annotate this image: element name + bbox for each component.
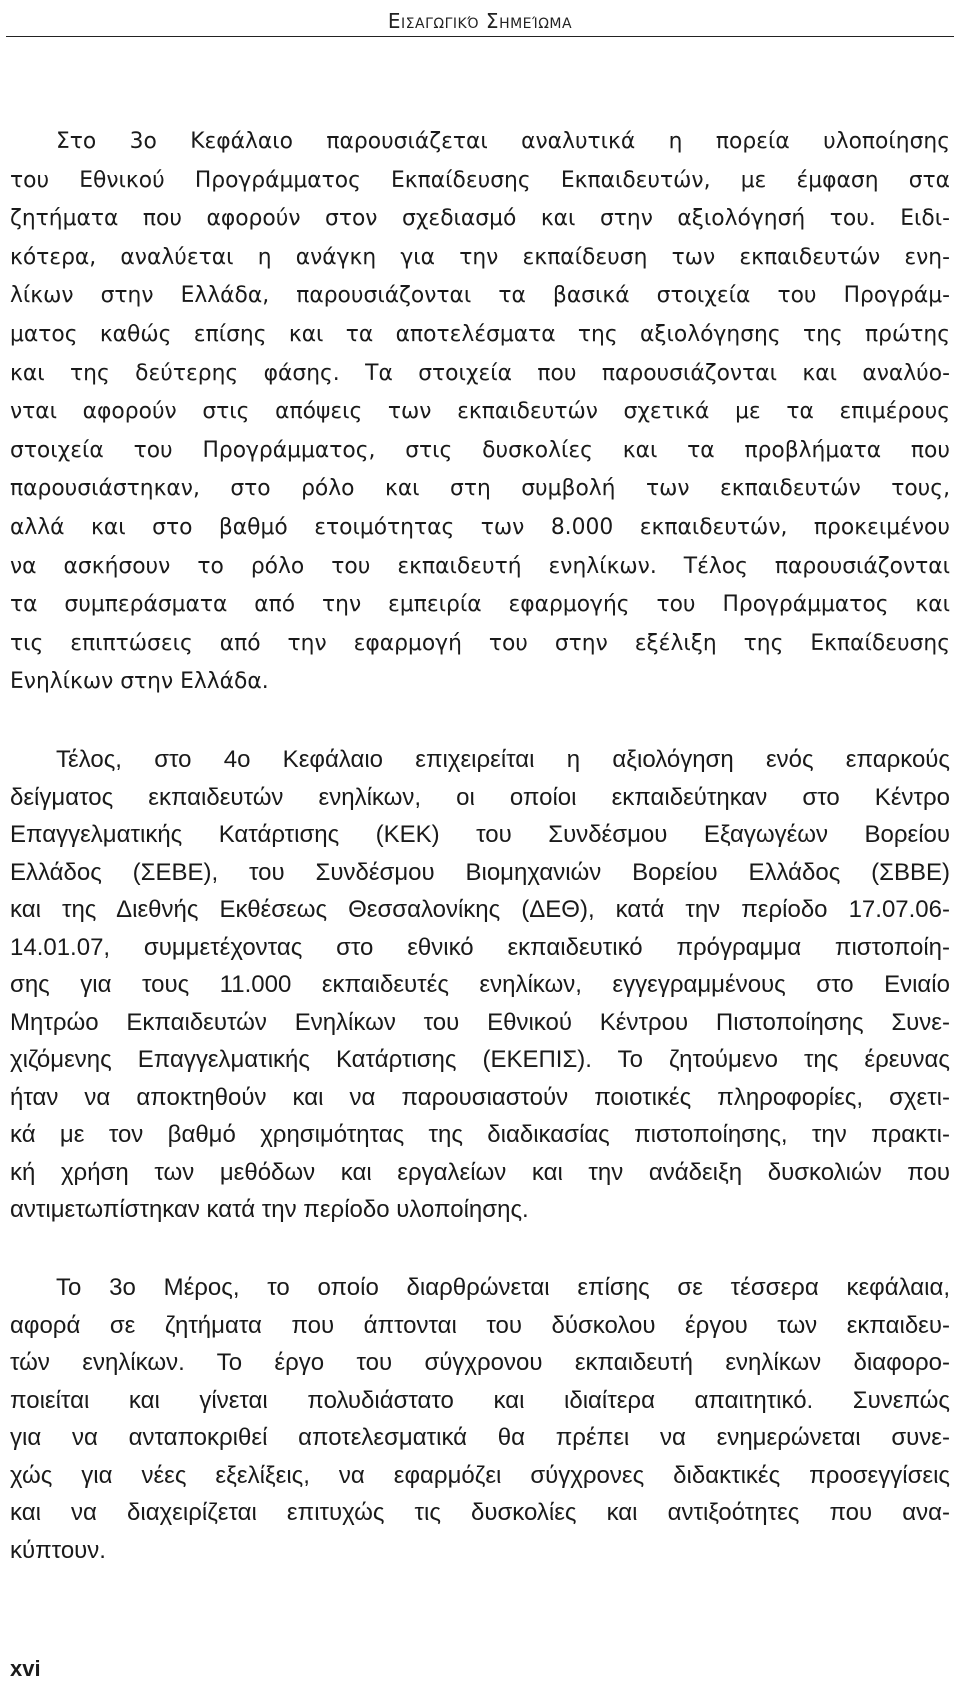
running-header <box>6 6 954 37</box>
text-line: και να διαχειρίζεται επιτυχώς τις δυσκολίες και αντιξοότητες που ανα- <box>10 1499 950 1526</box>
text-line: να ασκήσουν το ρόλο του εκπαιδευτή ενηλίκων. Τέλος παρουσιάζονται <box>10 553 950 579</box>
text-line: ζητήματα που αφορούν στον σχεδιασμό και στην αξιολόγησή του. Ειδι- <box>10 206 950 232</box>
text-line: παρουσιάστηκαν, στο ρόλο και στη συμβολή των εκπαιδευτών τους, <box>10 476 950 502</box>
paragraph-chapter-3 <box>10 123 950 702</box>
text-line: και της δεύτερης φάσης. Τα στοιχεία που παρουσιάζονται και αναλύο- <box>10 360 950 386</box>
text-line: και της Διεθνής Εκθέσεως Θεσσαλονίκης (ΔΕΘ), κατά την περίοδο 17.07.06- <box>10 896 950 923</box>
text-line: Τέλος, στο 4ο Κεφάλαιο επιχειρείται η αξιολόγηση ενός επαρκούς <box>56 746 950 773</box>
text-line: αντιμετωπίστηκαν κατά την περίοδο υλοποίησης. <box>10 1196 529 1223</box>
text-line: Το 3ο Μέρος, το οποίο διαρθρώνεται επίσης σε τέσσερα κεφάλαια, <box>56 1274 950 1301</box>
text-line: τις επιπτώσεις από την εφαρμογή του στην εξέλιξη της Εκπαίδευσης <box>10 630 950 656</box>
page-number: xvi <box>10 1656 41 1681</box>
text-line: τών ενηλίκων. Το έργο του σύγχρονου εκπαιδευτή ενηλίκων διαφορο- <box>10 1349 950 1376</box>
text-line: στοιχεία του Προγράμματος, στις δυσκολίες και τα προβλήματα που <box>10 437 950 463</box>
paragraph-chapter-4 <box>10 741 950 1229</box>
text-line: Ελλάδος (ΣΕΒΕ), του Συνδέσμου Βιομηχανιών Βορείου Ελλάδος (ΣΒΒΕ) <box>10 858 950 886</box>
text-line: χώς για νέες εξελίξεις, να εφαρμόζει σύγχρονες διδακτικές προσεγγίσεις <box>10 1461 950 1489</box>
running-header-title: Εισαγωγικό Σημείωμα <box>387 9 573 33</box>
text-line: δείγματος εκπαιδευτών ενηλίκων, οι οποίοι εκπαιδεύτηκαν στο Κέντρο <box>10 783 950 811</box>
text-line: Επαγγελματικής Κατάρτισης (ΚΕΚ) του Συνδέσμου Εξαγωγέων Βορείου <box>10 821 950 848</box>
text-line: 14.01.07, συμμετέχοντας στο εθνικό εκπαιδευτικό πρόγραμμα πιστοποίη- <box>10 933 950 961</box>
text-line: του Εθνικού Προγράμματος Εκπαίδευσης Εκπαιδευτών, με έμφαση στα <box>10 167 950 193</box>
paragraph-part-3 <box>10 1269 950 1569</box>
text-line: χιζόμενης Επαγγελματικής Κατάρτισης (ΕΚΕΠΙΣ). Το ζητούμενο της έρευνας <box>10 1046 950 1073</box>
text-line: ήταν να αποκτηθούν και να παρουσιαστούν ποιοτικές πληροφορίες, σχετι- <box>10 1083 950 1111</box>
text-line: ματος καθώς επίσης και τα αποτελέσματα της αξιολόγησης της πρώτης <box>10 321 950 347</box>
text-line: κύπτουν. <box>10 1536 106 1564</box>
text-line: Στο 3ο Κεφάλαιο παρουσιάζεται αναλυτικά η πορεία υλοποίησης <box>56 129 950 154</box>
text-line: σης για τους 11.000 εκπαιδευτές ενηλίκων, εγγεγραμμένους στο Ενιαίο <box>10 971 950 998</box>
text-line: για να ανταποκριθεί αποτελεσματικά θα πρέπει να ενημερώνεται συνε- <box>10 1424 950 1451</box>
text-line: λίκων στην Ελλάδα, παρουσιάζονται τα βασικά στοιχεία του Προγράμ- <box>10 283 950 309</box>
text-line: αφορά σε ζητήματα που άπτονται του δύσκολου έργου των εκπαιδευ- <box>10 1311 950 1339</box>
text-line: Μητρώο Εκπαιδευτών Ενηλίκων του Εθνικού Κέντρου Πιστοποίησης Συνε- <box>10 1008 950 1036</box>
text-line: κή χρήση των μεθόδων και εργαλείων και την ανάδειξη δυσκολιών που <box>10 1158 950 1186</box>
text-line: αλλά και στο βαθμό ετοιμότητας των 8.000 εκπαιδευτών, προκειμένου <box>10 514 950 540</box>
text-line: ποιείται και γίνεται πολυδιάστατο και ιδιαίτερα απαιτητικό. Συνεπώς <box>10 1386 950 1414</box>
text-line: τα συμπεράσματα από την εμπειρία εφαρμογής του Προγράμματος και <box>10 592 950 618</box>
text-line: νται αφορούν στις απόψεις των εκπαιδευτών σχετικά με τα επιμέρους <box>10 399 950 425</box>
text-line: Ενηλίκων στην Ελλάδα. <box>10 669 269 695</box>
text-line: κά με τον βαθμό χρησιμότητας της διαδικασίας πιστοποίησης, την πρακτι- <box>10 1121 950 1148</box>
text-line: κότερα, αναλύεται η ανάγκη για την εκπαίδευση των εκπαιδευτών ενη- <box>10 244 950 270</box>
